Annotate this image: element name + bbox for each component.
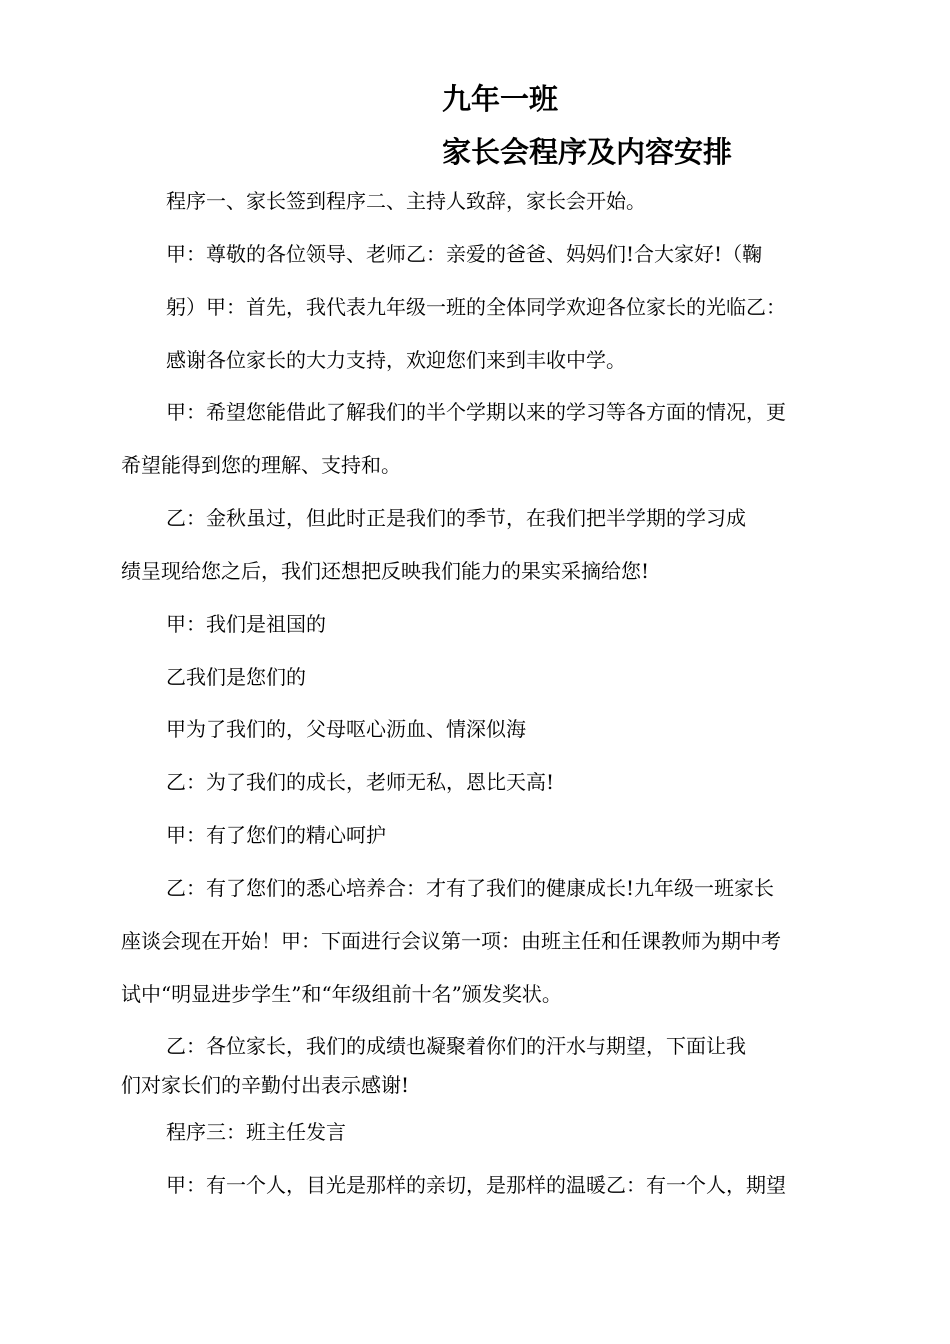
paragraph-line: 们对家长们的辛勤付出表示感谢!: [121, 1073, 410, 1097]
paragraph-line: 甲：有一个人，目光是那样的亲切，是那样的温暖乙：有一个人，期望: [166, 1173, 786, 1197]
paragraph-line: 甲：我们是祖国的: [166, 612, 326, 636]
document-title-class: 九年一班: [442, 82, 559, 116]
paragraph-line: 乙：为了我们的成长，老师无私，恩比天高!: [166, 770, 555, 794]
paragraph-line: 座谈会现在开始！甲：下面进行会议第一项：由班主任和任课教师为期中考: [121, 929, 781, 953]
paragraph-line: 甲：希望您能借此了解我们的半个学期以来的学习等各方面的情况，更: [166, 400, 786, 424]
paragraph-line: 躬）甲：首先，我代表九年级一班的全体同学欢迎各位家长的光临乙：: [166, 295, 786, 319]
paragraph-line: 乙：金秋虽过，但此时正是我们的季节，在我们把半学期的学习成: [166, 506, 746, 530]
paragraph-line: 程序一、家长签到程序二、主持人致辞，家长会开始。: [166, 189, 646, 213]
paragraph-line: 甲：尊敬的各位领导、老师乙：亲爱的爸爸、妈妈们!合大家好!（鞠: [166, 242, 763, 266]
paragraph-line: 试中“明显进步学生”和“年级组前十名”颁发奖状。: [121, 982, 562, 1006]
paragraph-line: 乙我们是您们的: [166, 665, 306, 689]
paragraph-line: 绩呈现给您之后，我们还想把反映我们能力的果实采摘给您!: [121, 559, 650, 583]
paragraph-line: 甲为了我们的，父母呕心沥血、情深似海: [166, 717, 526, 741]
paragraph-line: 乙：各位家长，我们的成绩也凝聚着你们的汗水与期望，下面让我: [166, 1034, 746, 1058]
paragraph-line: 感谢各位家长的大力支持，欢迎您们来到丰收中学。: [166, 348, 626, 372]
document-title-meeting: 家长会程序及内容安排: [442, 135, 733, 169]
paragraph-line: 程序三：班主任发言: [166, 1120, 346, 1144]
paragraph-line: 希望能得到您的理解、支持和。: [121, 453, 401, 477]
paragraph-line: 甲：有了您们的精心呵护: [166, 823, 386, 847]
paragraph-line: 乙：有了您们的悉心培养合：才有了我们的健康成长!九年级一班家长: [166, 876, 775, 900]
